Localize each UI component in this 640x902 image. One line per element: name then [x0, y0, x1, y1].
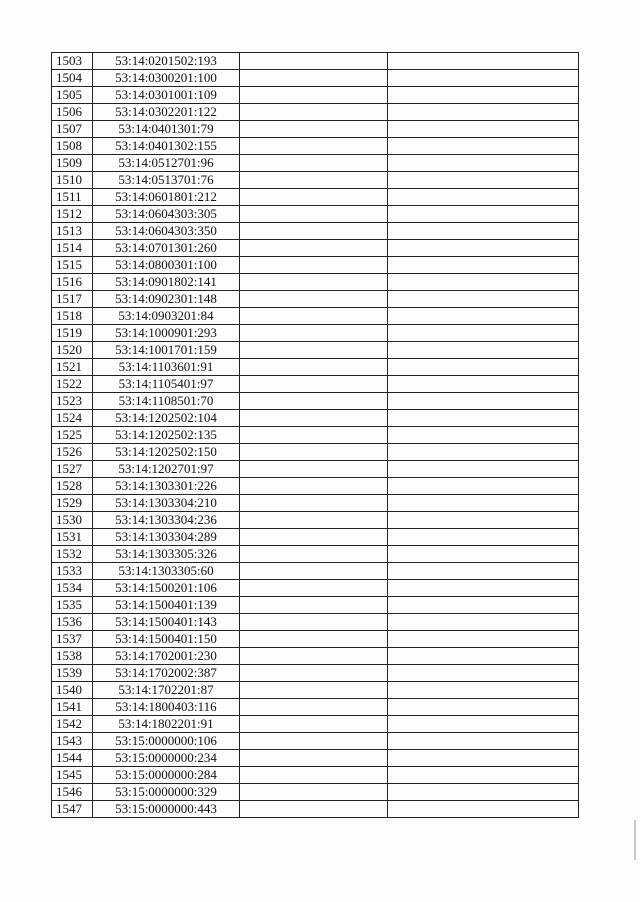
- empty-cell: [240, 716, 388, 733]
- table-row: [52, 189, 579, 206]
- empty-cell: [388, 257, 579, 274]
- cadastral-number-cell: 53:14:1303304:210: [93, 495, 240, 512]
- empty-cell: [240, 121, 388, 138]
- table-row: [52, 393, 579, 410]
- table-row: [52, 801, 579, 818]
- cadastral-number-cell: 53:14:1303304:289: [93, 529, 240, 546]
- empty-cell: [388, 206, 579, 223]
- cadastral-number-cell: 53:14:1303305:60: [93, 563, 240, 580]
- cadastral-number-cell: 53:14:0201502:193: [93, 53, 240, 70]
- empty-cell: [388, 580, 579, 597]
- table-row: [52, 546, 579, 563]
- row-number-cell: 1517: [52, 291, 93, 308]
- row-number-cell: 1506: [52, 104, 93, 121]
- empty-cell: [240, 767, 388, 784]
- cadastral-number-cell: 53:14:1202502:135: [93, 427, 240, 444]
- table-row: [52, 257, 579, 274]
- row-number-cell: 1524: [52, 410, 93, 427]
- cadastral-number-cell: 53:14:1500401:139: [93, 597, 240, 614]
- empty-cell: [388, 121, 579, 138]
- empty-cell: [240, 682, 388, 699]
- table-row: [52, 291, 579, 308]
- table-row: [52, 53, 579, 70]
- table-body: [52, 53, 579, 818]
- row-number-cell: 1519: [52, 325, 93, 342]
- empty-cell: [240, 733, 388, 750]
- empty-cell: [240, 427, 388, 444]
- empty-cell: [240, 359, 388, 376]
- cadastral-number-cell: 53:14:0800301:100: [93, 257, 240, 274]
- empty-cell: [388, 478, 579, 495]
- table-row: [52, 155, 579, 172]
- empty-cell: [388, 733, 579, 750]
- empty-cell: [240, 325, 388, 342]
- cadastral-number-table: [51, 52, 579, 818]
- empty-cell: [388, 70, 579, 87]
- table-row: [52, 750, 579, 767]
- empty-cell: [240, 189, 388, 206]
- empty-cell: [388, 53, 579, 70]
- row-number-cell: 1540: [52, 682, 93, 699]
- cadastral-number-cell: 53:14:0513701:76: [93, 172, 240, 189]
- empty-cell: [388, 648, 579, 665]
- empty-cell: [240, 206, 388, 223]
- cadastral-number-cell: 53:14:1500401:143: [93, 614, 240, 631]
- empty-cell: [240, 138, 388, 155]
- cadastral-number-cell: 53:15:0000000:106: [93, 733, 240, 750]
- empty-cell: [388, 665, 579, 682]
- row-number-cell: 1523: [52, 393, 93, 410]
- empty-cell: [388, 87, 579, 104]
- cadastral-number-cell: 53:14:0902301:148: [93, 291, 240, 308]
- row-number-cell: 1513: [52, 223, 93, 240]
- table-row: [52, 699, 579, 716]
- row-number-cell: 1514: [52, 240, 93, 257]
- row-number-cell: 1543: [52, 733, 93, 750]
- row-number-cell: 1528: [52, 478, 93, 495]
- empty-cell: [240, 631, 388, 648]
- empty-cell: [240, 87, 388, 104]
- table-row: [52, 325, 579, 342]
- empty-cell: [388, 614, 579, 631]
- table-row: [52, 206, 579, 223]
- table-row: [52, 274, 579, 291]
- empty-cell: [240, 614, 388, 631]
- row-number-cell: 1526: [52, 444, 93, 461]
- table-row: [52, 716, 579, 733]
- empty-cell: [388, 155, 579, 172]
- empty-cell: [240, 308, 388, 325]
- empty-cell: [388, 172, 579, 189]
- row-number-cell: 1518: [52, 308, 93, 325]
- table-row: [52, 614, 579, 631]
- row-number-cell: 1536: [52, 614, 93, 631]
- cadastral-number-cell: 53:14:0604303:350: [93, 223, 240, 240]
- cadastral-number-cell: 53:14:0401301:79: [93, 121, 240, 138]
- row-number-cell: 1530: [52, 512, 93, 529]
- empty-cell: [388, 359, 579, 376]
- empty-cell: [240, 801, 388, 818]
- cadastral-number-cell: 53:14:1802201:91: [93, 716, 240, 733]
- empty-cell: [240, 495, 388, 512]
- table-row: [52, 461, 579, 478]
- empty-cell: [240, 393, 388, 410]
- empty-cell: [240, 665, 388, 682]
- empty-cell: [240, 478, 388, 495]
- cadastral-number-cell: 53:14:1800403:116: [93, 699, 240, 716]
- cadastral-number-cell: 53:14:1202701:97: [93, 461, 240, 478]
- row-number-cell: 1545: [52, 767, 93, 784]
- empty-cell: [388, 376, 579, 393]
- cadastral-number-cell: 53:14:0512701:96: [93, 155, 240, 172]
- empty-cell: [388, 801, 579, 818]
- cadastral-number-cell: 53:15:0000000:284: [93, 767, 240, 784]
- empty-cell: [240, 172, 388, 189]
- row-number-cell: 1522: [52, 376, 93, 393]
- empty-cell: [388, 223, 579, 240]
- row-number-cell: 1504: [52, 70, 93, 87]
- empty-cell: [388, 546, 579, 563]
- row-number-cell: 1509: [52, 155, 93, 172]
- empty-cell: [240, 444, 388, 461]
- cadastral-number-cell: 53:14:1105401:97: [93, 376, 240, 393]
- empty-cell: [388, 393, 579, 410]
- row-number-cell: 1505: [52, 87, 93, 104]
- cadastral-number-cell: 53:14:1303305:326: [93, 546, 240, 563]
- cadastral-number-cell: 53:14:1202502:150: [93, 444, 240, 461]
- row-number-cell: 1541: [52, 699, 93, 716]
- table-row: [52, 597, 579, 614]
- row-number-cell: 1503: [52, 53, 93, 70]
- empty-cell: [240, 155, 388, 172]
- table-row: [52, 682, 579, 699]
- cadastral-number-cell: 53:14:1202502:104: [93, 410, 240, 427]
- table-row: [52, 87, 579, 104]
- table-row: [52, 410, 579, 427]
- table-row: [52, 495, 579, 512]
- table-row: [52, 648, 579, 665]
- row-number-cell: 1508: [52, 138, 93, 155]
- empty-cell: [240, 461, 388, 478]
- row-number-cell: 1531: [52, 529, 93, 546]
- row-number-cell: 1547: [52, 801, 93, 818]
- empty-cell: [388, 104, 579, 121]
- empty-cell: [240, 580, 388, 597]
- empty-cell: [240, 784, 388, 801]
- empty-cell: [388, 444, 579, 461]
- table-row: [52, 359, 579, 376]
- empty-cell: [388, 597, 579, 614]
- table-row: [52, 240, 579, 257]
- empty-cell: [388, 291, 579, 308]
- cadastral-number-cell: 53:15:0000000:234: [93, 750, 240, 767]
- table-row: [52, 631, 579, 648]
- cadastral-number-cell: 53:14:0903201:84: [93, 308, 240, 325]
- table-row: [52, 767, 579, 784]
- row-number-cell: 1512: [52, 206, 93, 223]
- empty-cell: [388, 427, 579, 444]
- row-number-cell: 1529: [52, 495, 93, 512]
- cadastral-number-cell: 53:14:1702002:387: [93, 665, 240, 682]
- cadastral-number-cell: 53:14:1001701:159: [93, 342, 240, 359]
- table-row: [52, 512, 579, 529]
- table-row: [52, 665, 579, 682]
- table-row: [52, 733, 579, 750]
- empty-cell: [240, 104, 388, 121]
- table-row: [52, 104, 579, 121]
- cadastral-number-cell: 53:14:1303301:226: [93, 478, 240, 495]
- table-row: [52, 580, 579, 597]
- empty-cell: [388, 682, 579, 699]
- cadastral-number-cell: 53:14:0300201:100: [93, 70, 240, 87]
- row-number-cell: 1532: [52, 546, 93, 563]
- cadastral-number-cell: 53:14:1500201:106: [93, 580, 240, 597]
- empty-cell: [240, 291, 388, 308]
- row-number-cell: 1538: [52, 648, 93, 665]
- cadastral-number-cell: 53:14:0601801:212: [93, 189, 240, 206]
- row-number-cell: 1535: [52, 597, 93, 614]
- cadastral-number-cell: 53:15:0000000:443: [93, 801, 240, 818]
- empty-cell: [388, 699, 579, 716]
- empty-cell: [240, 53, 388, 70]
- cadastral-number-cell: 53:14:1103601:91: [93, 359, 240, 376]
- empty-cell: [388, 308, 579, 325]
- empty-cell: [388, 495, 579, 512]
- table-row: [52, 784, 579, 801]
- row-number-cell: 1511: [52, 189, 93, 206]
- cadastral-number-cell: 53:14:1702201:87: [93, 682, 240, 699]
- row-number-cell: 1507: [52, 121, 93, 138]
- scan-edge-mark: [634, 820, 636, 860]
- table-row: [52, 427, 579, 444]
- row-number-cell: 1542: [52, 716, 93, 733]
- empty-cell: [240, 257, 388, 274]
- row-number-cell: 1544: [52, 750, 93, 767]
- empty-cell: [240, 750, 388, 767]
- empty-cell: [388, 563, 579, 580]
- row-number-cell: 1539: [52, 665, 93, 682]
- cadastral-number-cell: 53:14:0401302:155: [93, 138, 240, 155]
- empty-cell: [240, 342, 388, 359]
- empty-cell: [240, 597, 388, 614]
- empty-cell: [240, 70, 388, 87]
- row-number-cell: 1521: [52, 359, 93, 376]
- cadastral-number-cell: 53:14:0701301:260: [93, 240, 240, 257]
- empty-cell: [388, 274, 579, 291]
- empty-cell: [240, 223, 388, 240]
- cadastral-number-cell: 53:14:1108501:70: [93, 393, 240, 410]
- empty-cell: [388, 784, 579, 801]
- cadastral-number-cell: 53:14:0604303:305: [93, 206, 240, 223]
- row-number-cell: 1534: [52, 580, 93, 597]
- empty-cell: [388, 716, 579, 733]
- table-row: [52, 376, 579, 393]
- empty-cell: [388, 410, 579, 427]
- empty-cell: [388, 189, 579, 206]
- cadastral-number-cell: 53:14:1702001:230: [93, 648, 240, 665]
- cadastral-number-cell: 53:14:1303304:236: [93, 512, 240, 529]
- empty-cell: [388, 512, 579, 529]
- row-number-cell: 1537: [52, 631, 93, 648]
- cadastral-number-cell: 53:14:1500401:150: [93, 631, 240, 648]
- table-row: [52, 121, 579, 138]
- empty-cell: [240, 274, 388, 291]
- empty-cell: [388, 240, 579, 257]
- empty-cell: [240, 240, 388, 257]
- table-row: [52, 308, 579, 325]
- empty-cell: [240, 563, 388, 580]
- empty-cell: [388, 529, 579, 546]
- table-row: [52, 70, 579, 87]
- cadastral-number-cell: 53:14:0302201:122: [93, 104, 240, 121]
- table-row: [52, 529, 579, 546]
- empty-cell: [388, 342, 579, 359]
- cadastral-number-cell: 53:14:0301001:109: [93, 87, 240, 104]
- table-row: [52, 138, 579, 155]
- empty-cell: [240, 376, 388, 393]
- row-number-cell: 1546: [52, 784, 93, 801]
- row-number-cell: 1527: [52, 461, 93, 478]
- table-row: [52, 444, 579, 461]
- empty-cell: [240, 648, 388, 665]
- row-number-cell: 1510: [52, 172, 93, 189]
- table-row: [52, 478, 579, 495]
- empty-cell: [388, 767, 579, 784]
- empty-cell: [388, 631, 579, 648]
- empty-cell: [240, 410, 388, 427]
- row-number-cell: 1515: [52, 257, 93, 274]
- empty-cell: [240, 546, 388, 563]
- empty-cell: [240, 529, 388, 546]
- table-row: [52, 223, 579, 240]
- table-row: [52, 342, 579, 359]
- empty-cell: [388, 750, 579, 767]
- empty-cell: [240, 699, 388, 716]
- row-number-cell: 1516: [52, 274, 93, 291]
- table-row: [52, 172, 579, 189]
- empty-cell: [388, 461, 579, 478]
- empty-cell: [240, 512, 388, 529]
- row-number-cell: 1520: [52, 342, 93, 359]
- cadastral-number-cell: 53:15:0000000:329: [93, 784, 240, 801]
- empty-cell: [388, 325, 579, 342]
- empty-cell: [388, 138, 579, 155]
- row-number-cell: 1533: [52, 563, 93, 580]
- row-number-cell: 1525: [52, 427, 93, 444]
- cadastral-number-cell: 53:14:1000901:293: [93, 325, 240, 342]
- table-row: [52, 563, 579, 580]
- cadastral-number-cell: 53:14:0901802:141: [93, 274, 240, 291]
